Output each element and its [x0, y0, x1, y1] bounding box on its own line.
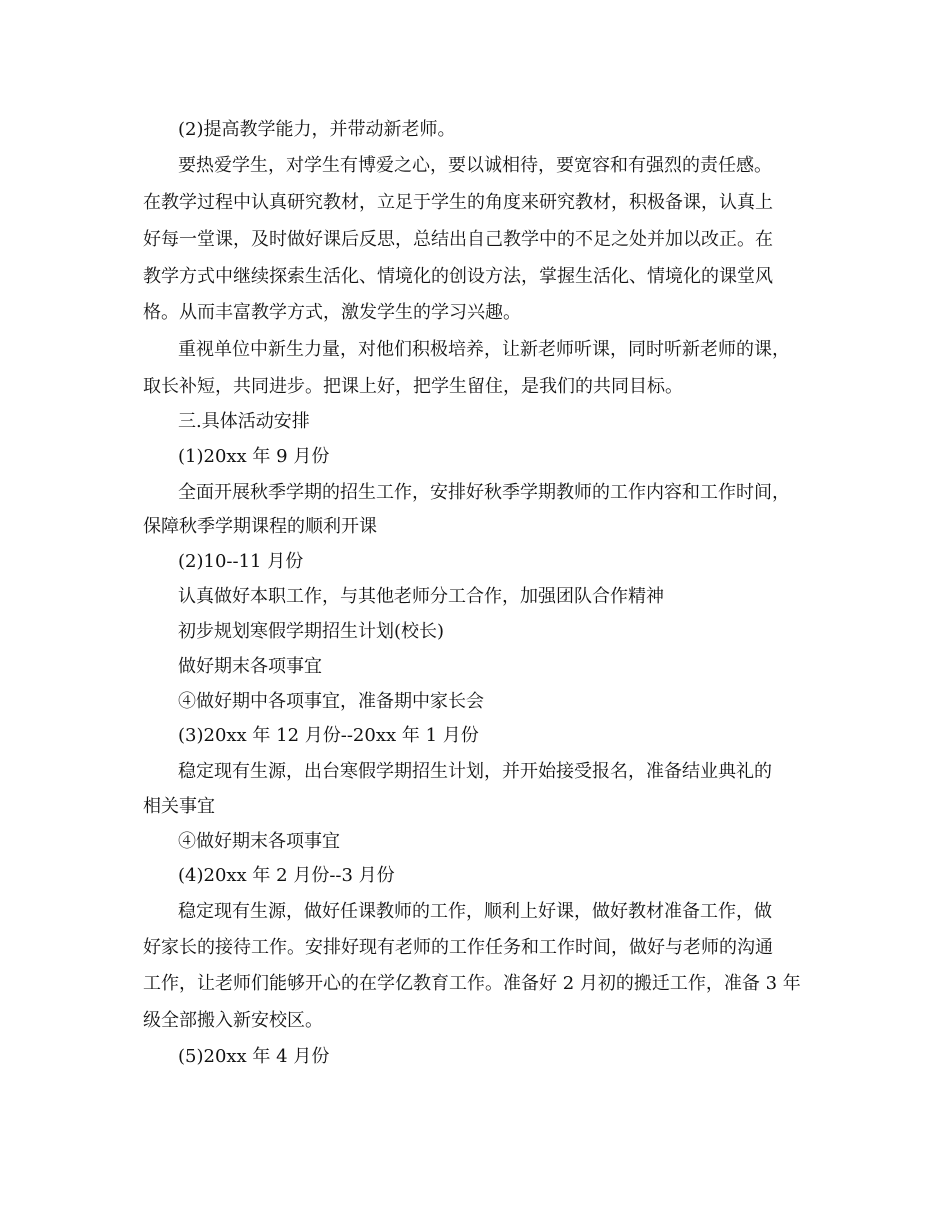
paragraph-line: 好家长的接待工作。安排好现有老师的工作任务和工作时间，做好与老师的沟通 — [143, 937, 773, 958]
subsection-heading: (5)20xx 年 4 月份 — [178, 1046, 330, 1067]
paragraph-line: 初步规划寒假学期招生计划(校长) — [178, 621, 445, 642]
section-heading: 三.具体活动安排 — [178, 411, 310, 432]
paragraph-line: 级全部搬入新安校区。 — [143, 1010, 323, 1031]
paragraph-line: 重视单位中新生力量，对他们积极培养，让新老师听课，同时听新老师的课， — [178, 339, 790, 360]
paragraph-line: 工作，让老师们能够开心的在学亿教育工作。准备好 2 月初的搬迁工作，准备 3 年 — [143, 973, 801, 994]
paragraph-line: 教学方式中继续探索生活化、情境化的创设方法，掌握生活化、情境化的课堂风 — [143, 266, 773, 287]
paragraph-line: 认真做好本职工作，与其他老师分工合作，加强团队合作精神 — [178, 586, 664, 607]
paragraph-line: 保障秋季学期课程的顺利开课 — [143, 516, 377, 537]
paragraph-line: ④做好期末各项事宜 — [178, 831, 340, 852]
paragraph-line: 好每一堂课，及时做好课后反思，总结出自己教学中的不足之处并加以改正。在 — [143, 229, 773, 250]
subsection-heading: (2)10--11 月份 — [178, 551, 304, 572]
paragraph-line: 做好期末各项事宜 — [178, 656, 322, 677]
paragraph-line: 格。从而丰富教学方式，激发学生的学习兴趣。 — [143, 302, 521, 323]
subsection-heading: (3)20xx 年 12 月份--20xx 年 1 月份 — [178, 725, 479, 746]
subsection-heading: (4)20xx 年 2 月份--3 月份 — [178, 865, 395, 886]
paragraph-line: 稳定现有生源，出台寒假学期招生计划，并开始接受报名，准备结业典礼的 — [178, 761, 772, 782]
paragraph-line: 要热爱学生，对学生有博爱之心，要以诚相待，要宽容和有强烈的责任感。 — [178, 155, 772, 176]
paragraph-line: 全面开展秋季学期的招生工作，安排好秋季学期教师的工作内容和工作时间， — [178, 482, 790, 503]
paragraph-line: 取长补短，共同进步。把课上好，把学生留住，是我们的共同目标。 — [143, 376, 683, 397]
paragraph-line: 稳定现有生源，做好任课教师的工作，顺利上好课，做好教材准备工作，做 — [178, 901, 772, 922]
paragraph-line: 在教学过程中认真研究教材，立足于学生的角度来研究教材，积极备课，认真上 — [143, 192, 773, 213]
paragraph-line: 相关事宜 — [143, 796, 215, 817]
paragraph-line: ④做好期中各项事宜，准备期中家长会 — [178, 691, 484, 712]
paragraph-line: (2)提高教学能力，并带动新老师。 — [178, 119, 456, 140]
subsection-heading: (1)20xx 年 9 月份 — [178, 446, 330, 467]
